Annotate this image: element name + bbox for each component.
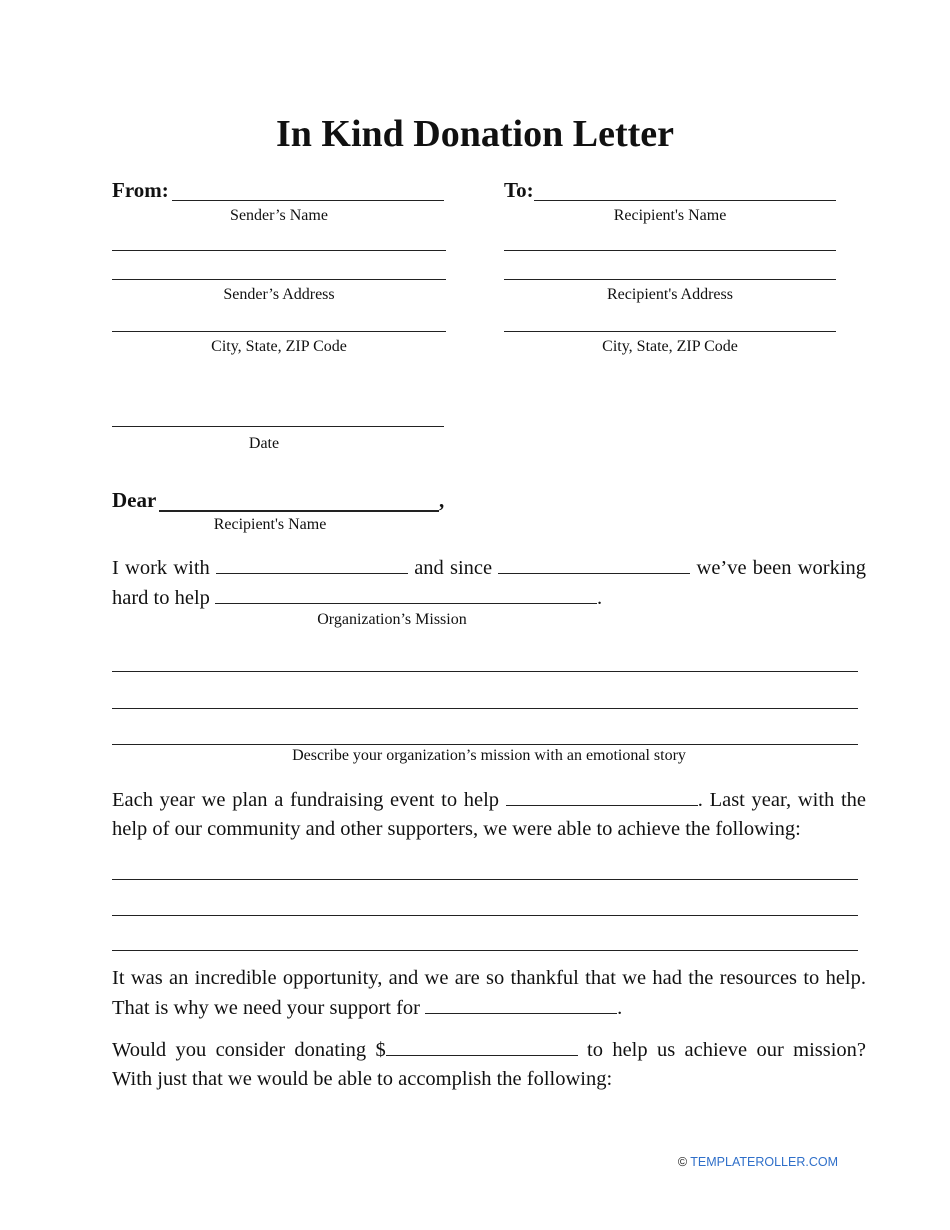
sender-address-line-1[interactable] [112, 250, 446, 251]
paragraph2-part1: Each year we plan a fundraising event to help [112, 789, 500, 811]
recipient-address-line-2[interactable] [504, 279, 836, 280]
organization-name-field[interactable] [216, 553, 408, 574]
organization-mission-field[interactable] [215, 583, 597, 604]
fundraising-cause-field[interactable] [506, 785, 698, 806]
since-year-field[interactable] [498, 553, 690, 574]
paragraph4-part2: to help us achieve our mission? With just that we would be able to accomplish the following: [112, 1039, 867, 1090]
templateroller-link[interactable]: TEMPLATEROLLER.COM [690, 1155, 838, 1169]
paragraph-opportunity [112, 964, 866, 1023]
sender-address-line-2[interactable] [112, 279, 446, 280]
recipient-name-caption: Recipient's Name [613, 207, 727, 224]
recipient-address-line-1[interactable] [504, 250, 836, 251]
sender-city-caption: City, State, ZIP Code [211, 338, 347, 355]
salutation-name-field[interactable] [159, 510, 439, 512]
date-caption: Date [248, 435, 280, 452]
sender-address-caption: Sender’s Address [223, 286, 335, 303]
date-field[interactable] [112, 426, 444, 427]
document-title: In Kind Donation Letter [276, 113, 674, 155]
paragraph2-part2: . Last year, with the help of our community and other supporters, we were able to achieve the following: [112, 789, 867, 840]
salutation-label: Dear [112, 488, 157, 512]
mission-story-line-3[interactable] [112, 744, 858, 745]
sender-name-field[interactable] [172, 200, 444, 201]
copyright-symbol: © [677, 1155, 688, 1169]
salutation-comma: , [439, 488, 445, 512]
footer-brand [678, 1155, 838, 1169]
paragraph1-part1: I work with [112, 557, 210, 579]
mission-story-caption: Describe your organization’s mission with an emotional story [292, 747, 686, 764]
paragraph3-part1: It was an incredible opportunity, and we are so thankful that we had the resources to help. That is why we need your support for [112, 967, 866, 1019]
paragraph3-end: . [617, 997, 623, 1019]
mission-story-line-2[interactable] [112, 708, 858, 709]
achievement-line-3[interactable] [112, 950, 858, 951]
paragraph-fundraising [112, 785, 866, 844]
paragraph1-part2: and since [414, 557, 493, 579]
mission-story-line-1[interactable] [112, 671, 858, 672]
donation-amount-field[interactable] [386, 1035, 578, 1056]
recipient-city-caption: City, State, ZIP Code [602, 338, 738, 355]
paragraph-work-with [112, 553, 866, 613]
support-purpose-field[interactable] [425, 993, 617, 1014]
recipient-name-field[interactable] [534, 200, 836, 201]
organization-mission-caption: Organization’s Mission [317, 611, 467, 628]
achievement-line-2[interactable] [112, 915, 858, 916]
paragraph1-end: . [597, 587, 603, 609]
recipient-address-caption: Recipient's Address [607, 286, 733, 303]
paragraph1-part3: we’ve been working hard to help [112, 557, 867, 609]
sender-name-caption: Sender’s Name [230, 207, 328, 224]
to-label: To: [504, 178, 534, 202]
sender-city-field[interactable] [112, 331, 446, 332]
achievement-line-1[interactable] [112, 879, 858, 880]
from-label: From: [112, 178, 169, 202]
paragraph-donation-request [112, 1035, 866, 1094]
salutation-caption: Recipient's Name [213, 516, 327, 533]
paragraph4-part1: Would you consider donating $ [112, 1039, 386, 1061]
recipient-city-field[interactable] [504, 331, 836, 332]
